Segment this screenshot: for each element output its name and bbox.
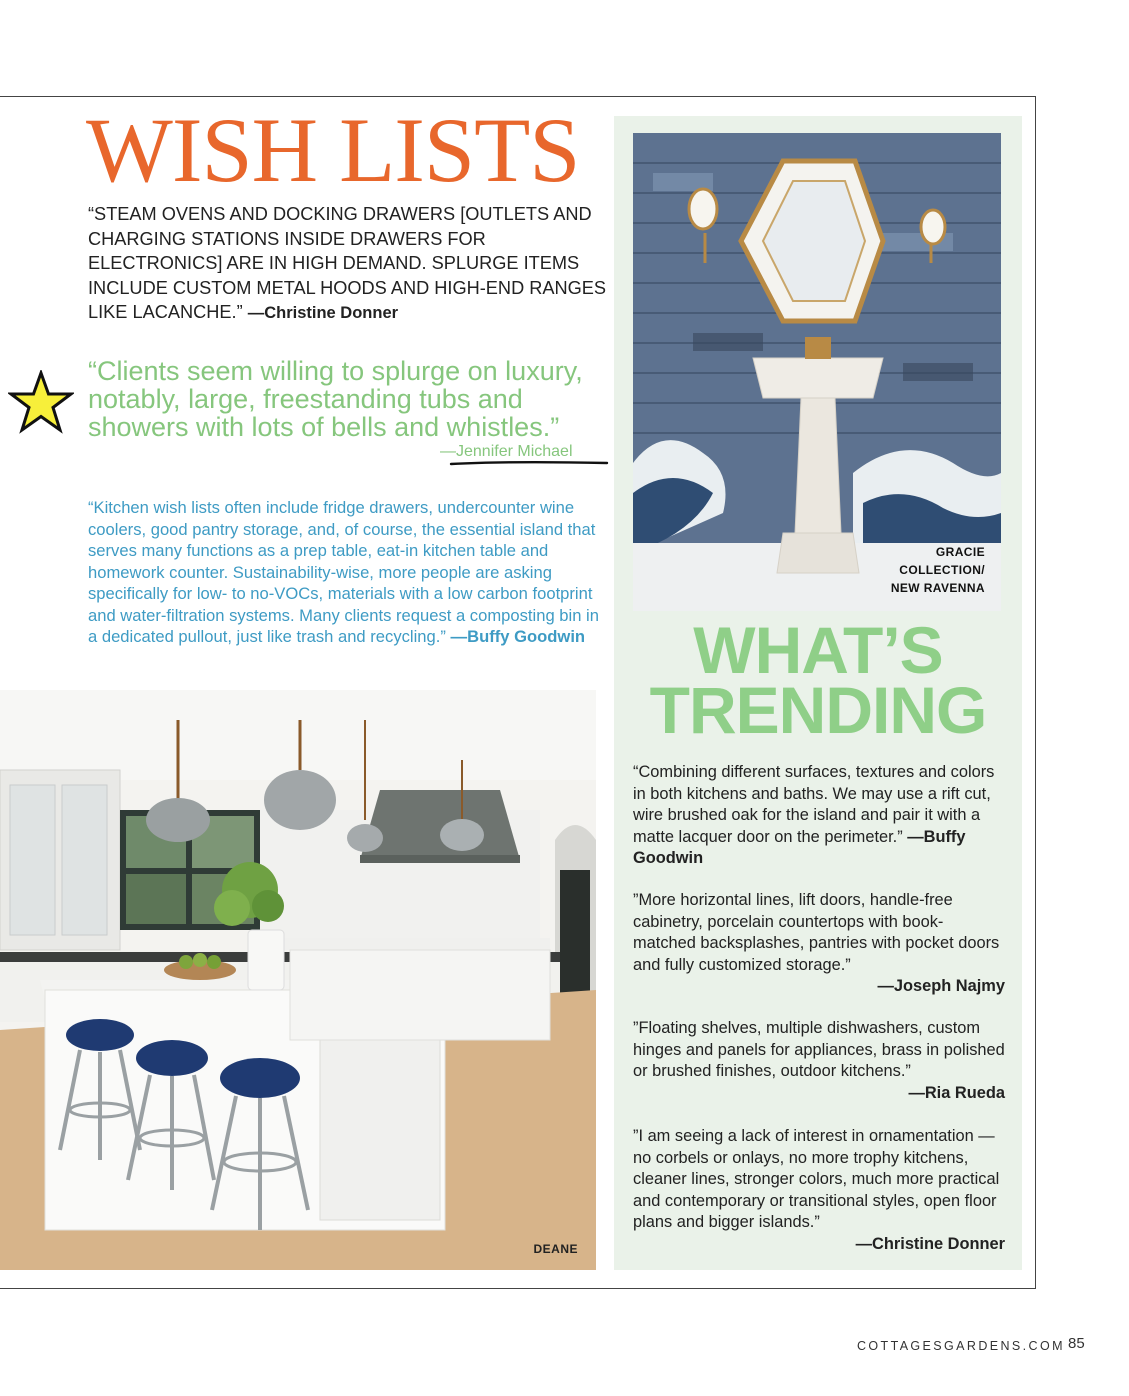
title-line: TRENDING <box>649 673 987 747</box>
footer-website: COTTAGESGARDENS.COM <box>857 1339 1065 1353</box>
credit-line: NEW RAVENNA <box>890 581 985 595</box>
quote-attribution: —Christine Donner <box>247 304 399 322</box>
bathroom-photo <box>633 133 1001 611</box>
page-number: 85 <box>1068 1335 1085 1352</box>
trend-quote-surfaces <box>633 762 1005 870</box>
kitchen-photo <box>0 690 596 1270</box>
star-icon <box>8 370 74 434</box>
quote-text: ”I am seeing a lack of interest in ornamentation —no corbels or onlays, no more trophy kitchens, cleaner lines, stronger colors, much more practical and contemporary or transitional styles, open floor plans and bigger islands.” <box>633 1127 1000 1231</box>
bathroom-illustration <box>633 133 1001 611</box>
trend-quote-ornamentation <box>633 1126 1005 1255</box>
quote-attribution: —Ria Rueda <box>908 1083 1005 1102</box>
quote-text: ”Floating shelves, multiple dishwashers, custom hinges and panels for appliances, brass in polished or brushed finishes, outdoor kitchens.” <box>633 1019 1005 1080</box>
handwritten-underline <box>449 459 609 467</box>
quote-attribution: —Joseph Najmy <box>877 977 1005 995</box>
kitchen-illustration <box>0 690 596 1270</box>
pull-quote-attribution: —Jennifer Michael <box>440 443 573 460</box>
title-line: WHAT’S <box>693 613 943 687</box>
whats-trending-title <box>634 613 1002 747</box>
kitchen-wish-quote <box>88 497 600 648</box>
quote-text: “Combining different surfaces, textures and colors in both kitchens and baths. We may use a rift cut, wire brushed oak for the island and pair it with a matte lacquer door on the perimeter.” <box>633 763 995 846</box>
quote-text: “STEAM OVENS AND DOCKING DRAWERS [OUTLETS AND CHARGING STATIONS INSIDE DRAWERS FOR ELECTRONICS] ARE IN HIGH DEMAND. SPLURGE ITEMS INCLUDE CUSTOM METAL HOODS AND HIGH-END RANGES LIKE LACANCHE.” <box>88 204 607 322</box>
trend-quote-horizontal-lines <box>633 890 1005 998</box>
quote-text: “Kitchen wish lists often include fridge drawers, undercounter wine coolers, good pantry storage, and, of course, the essential island that serves many functions as a prep table, eat-in kitchen table and homework counter. Sustainability-wise, more people are asking specifically for low- to no-VOCs, materials with a low carbon footprint and water-filtration systems. Many clients request a composting bin in a dedicated pullout, just like trash and recycling.” <box>88 498 599 646</box>
quote-attribution: —Buffy Goodwin <box>450 627 586 646</box>
credit-line: GRACIE <box>935 545 985 559</box>
quote-attribution: —Buffy Goodwin <box>633 827 966 867</box>
trend-quote-floating-shelves <box>633 1018 1005 1104</box>
steam-ovens-quote <box>88 202 608 326</box>
bath-photo-credit <box>891 543 985 597</box>
quote-text: ”More horizontal lines, lift doors, handle-free cabinetry, porcelain countertops with book-matched backsplashes, pantries with pocket doors and fully customized storage.” <box>633 891 1000 974</box>
quote-attribution: —Christine Donner <box>855 1234 1005 1253</box>
wish-lists-title: WISH LISTS <box>86 99 580 201</box>
credit-line: COLLECTION/ <box>899 563 985 577</box>
pull-quote: “Clients seem willing to splurge on luxury, notably, large, freestanding tubs and showers with lots of bells and whistles.” <box>88 356 583 442</box>
kitchen-photo-credit: DEANE <box>533 1242 578 1256</box>
